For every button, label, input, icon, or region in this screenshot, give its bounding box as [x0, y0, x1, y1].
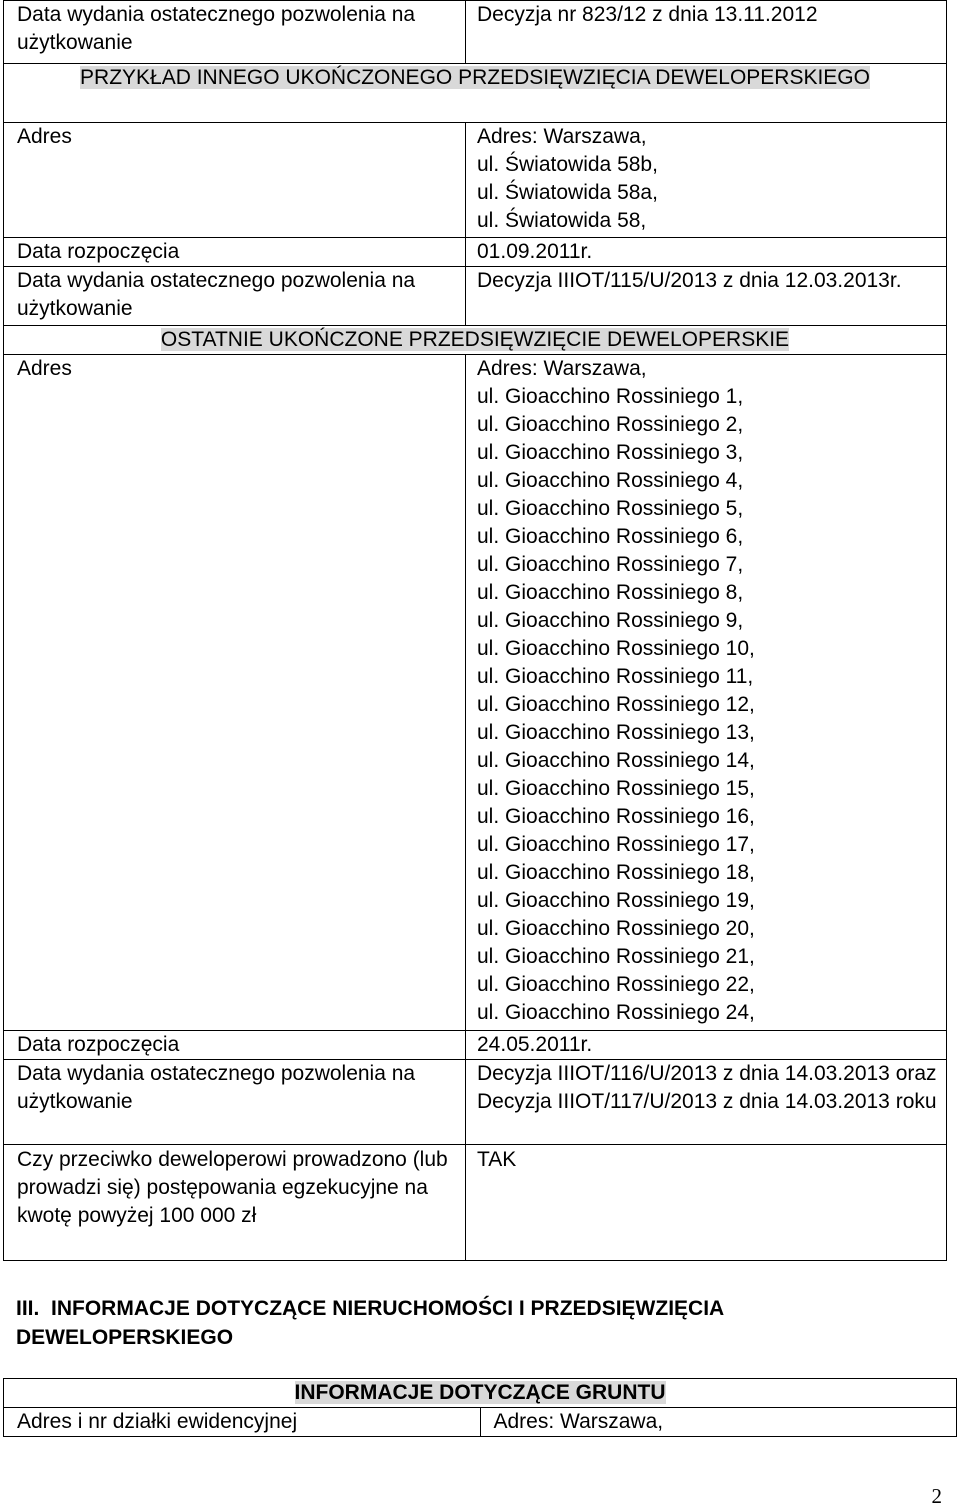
- section-heading: [16, 1294, 916, 1352]
- parcel-value: Adres: Warszawa,: [480, 1408, 957, 1437]
- address-line: ul. Gioacchino Rossiniego 20,: [477, 917, 755, 940]
- address-line: ul. Światowida 58a,: [477, 181, 658, 204]
- address-line: ul. Światowida 58,: [477, 209, 647, 232]
- address-line: ul. Gioacchino Rossiniego 13,: [477, 721, 755, 744]
- address-line: ul. Gioacchino Rossiniego 3,: [477, 441, 744, 464]
- address-line: ul. Gioacchino Rossiniego 2,: [477, 413, 744, 436]
- project3-address-label: Adres: [4, 355, 466, 1031]
- address-line: ul. Gioacchino Rossiniego 5,: [477, 497, 744, 520]
- project3-enforcement-row: [4, 1145, 947, 1261]
- address-line: ul. Gioacchino Rossiniego 19,: [477, 889, 755, 912]
- address-line: ul. Gioacchino Rossiniego 1,: [477, 385, 744, 408]
- address-line: ul. Gioacchino Rossiniego 4,: [477, 469, 744, 492]
- project3-start-row: [4, 1031, 947, 1060]
- parcel-label: Adres i nr działki ewidencyjnej: [4, 1408, 481, 1437]
- project2-start-row: [4, 238, 947, 267]
- address-line: ul. Gioacchino Rossiniego 6,: [477, 525, 744, 548]
- address-line: ul. Gioacchino Rossiniego 24,: [477, 1001, 755, 1024]
- project3-start-value: 24.05.2011r.: [466, 1031, 947, 1060]
- address-line: ul. Gioacchino Rossiniego 7,: [477, 553, 744, 576]
- project3-permit-row: [4, 1060, 947, 1145]
- project2-permit-label: Data wydania ostatecznego pozwolenia na użytkowanie: [4, 267, 466, 326]
- project2-start-value: 01.09.2011r.: [466, 238, 947, 267]
- project2-heading: PRZYKŁAD INNEGO UKOŃCZONEGO PRZEDSIĘWZIĘCIA DEWELOPERSKIEGO: [80, 66, 870, 89]
- project3-address-row: [4, 355, 947, 1031]
- project2-permit-row: [4, 267, 947, 326]
- project2-address-value: [466, 123, 947, 238]
- section-title: INFORMACJE DOTYCZĄCE NIERUCHOMOŚCI I PRZEDSIĘWZIĘCIA DEWELOPERSKIEGO: [16, 1297, 724, 1349]
- project3-address-value: [466, 355, 947, 1031]
- project3-enforcement-value: TAK: [466, 1145, 947, 1261]
- address-line: ul. Gioacchino Rossiniego 18,: [477, 861, 755, 884]
- project2-address-label: Adres: [4, 123, 466, 238]
- address-line: ul. Gioacchino Rossiniego 9,: [477, 609, 744, 632]
- address-line: ul. Gioacchino Rossiniego 21,: [477, 945, 755, 968]
- project3-permit-label: Data wydania ostatecznego pozwolenia na użytkowanie: [4, 1060, 466, 1145]
- project3-enforcement-label: Czy przeciwko deweloperowi prowadzono (lub prowadzi się) postępowania egzekucyjne na kwotę powyżej 100 000 zł: [4, 1145, 466, 1261]
- page-number: 2: [931, 1484, 942, 1508]
- address-line: Adres: Warszawa,: [477, 125, 647, 148]
- project2-heading-row: [4, 64, 947, 123]
- address-line: ul. Gioacchino Rossiniego 17,: [477, 833, 755, 856]
- address-line: ul. Gioacchino Rossiniego 12,: [477, 693, 755, 716]
- parcel-row: [4, 1408, 957, 1437]
- permit-label: Data wydania ostatecznego pozwolenia na użytkowanie: [4, 1, 466, 64]
- project3-heading-row: [4, 326, 947, 355]
- section-number: III.: [16, 1297, 40, 1320]
- address-line: ul. Gioacchino Rossiniego 22,: [477, 973, 755, 996]
- project3-permit-value: Decyzja IIIOT/116/U/2013 z dnia 14.03.2013 oraz Decyzja IIIOT/117/U/2013 z dnia 14.03.2013 roku: [466, 1060, 947, 1145]
- land-heading: INFORMACJE DOTYCZĄCE GRUNTU: [294, 1381, 666, 1404]
- project2-permit-value: Decyzja IIIOT/115/U/2013 z dnia 12.03.2013r.: [466, 267, 947, 326]
- address-line: ul. Gioacchino Rossiniego 11,: [477, 665, 754, 688]
- address-line: ul. Gioacchino Rossiniego 16,: [477, 805, 755, 828]
- project2-address-row: [4, 123, 947, 238]
- address-line: ul. Gioacchino Rossiniego 8,: [477, 581, 744, 604]
- address-line: ul. Gioacchino Rossiniego 15,: [477, 777, 755, 800]
- land-heading-row: [4, 1379, 957, 1408]
- land-info-table: [3, 1378, 957, 1437]
- permit-value: Decyzja nr 823/12 z dnia 13.11.2012: [466, 1, 947, 64]
- developer-projects-table: [3, 0, 947, 1261]
- project3-start-label: Data rozpoczęcia: [4, 1031, 466, 1060]
- permit-row: [4, 1, 947, 64]
- address-line: Adres: Warszawa,: [477, 357, 647, 380]
- address-line: ul. Światowida 58b,: [477, 153, 658, 176]
- address-line: ul. Gioacchino Rossiniego 14,: [477, 749, 755, 772]
- project2-start-label: Data rozpoczęcia: [4, 238, 466, 267]
- project3-heading: OSTATNIE UKOŃCZONE PRZEDSIĘWZIĘCIE DEWELOPERSKIE: [160, 328, 790, 351]
- address-line: ul. Gioacchino Rossiniego 10,: [477, 637, 755, 660]
